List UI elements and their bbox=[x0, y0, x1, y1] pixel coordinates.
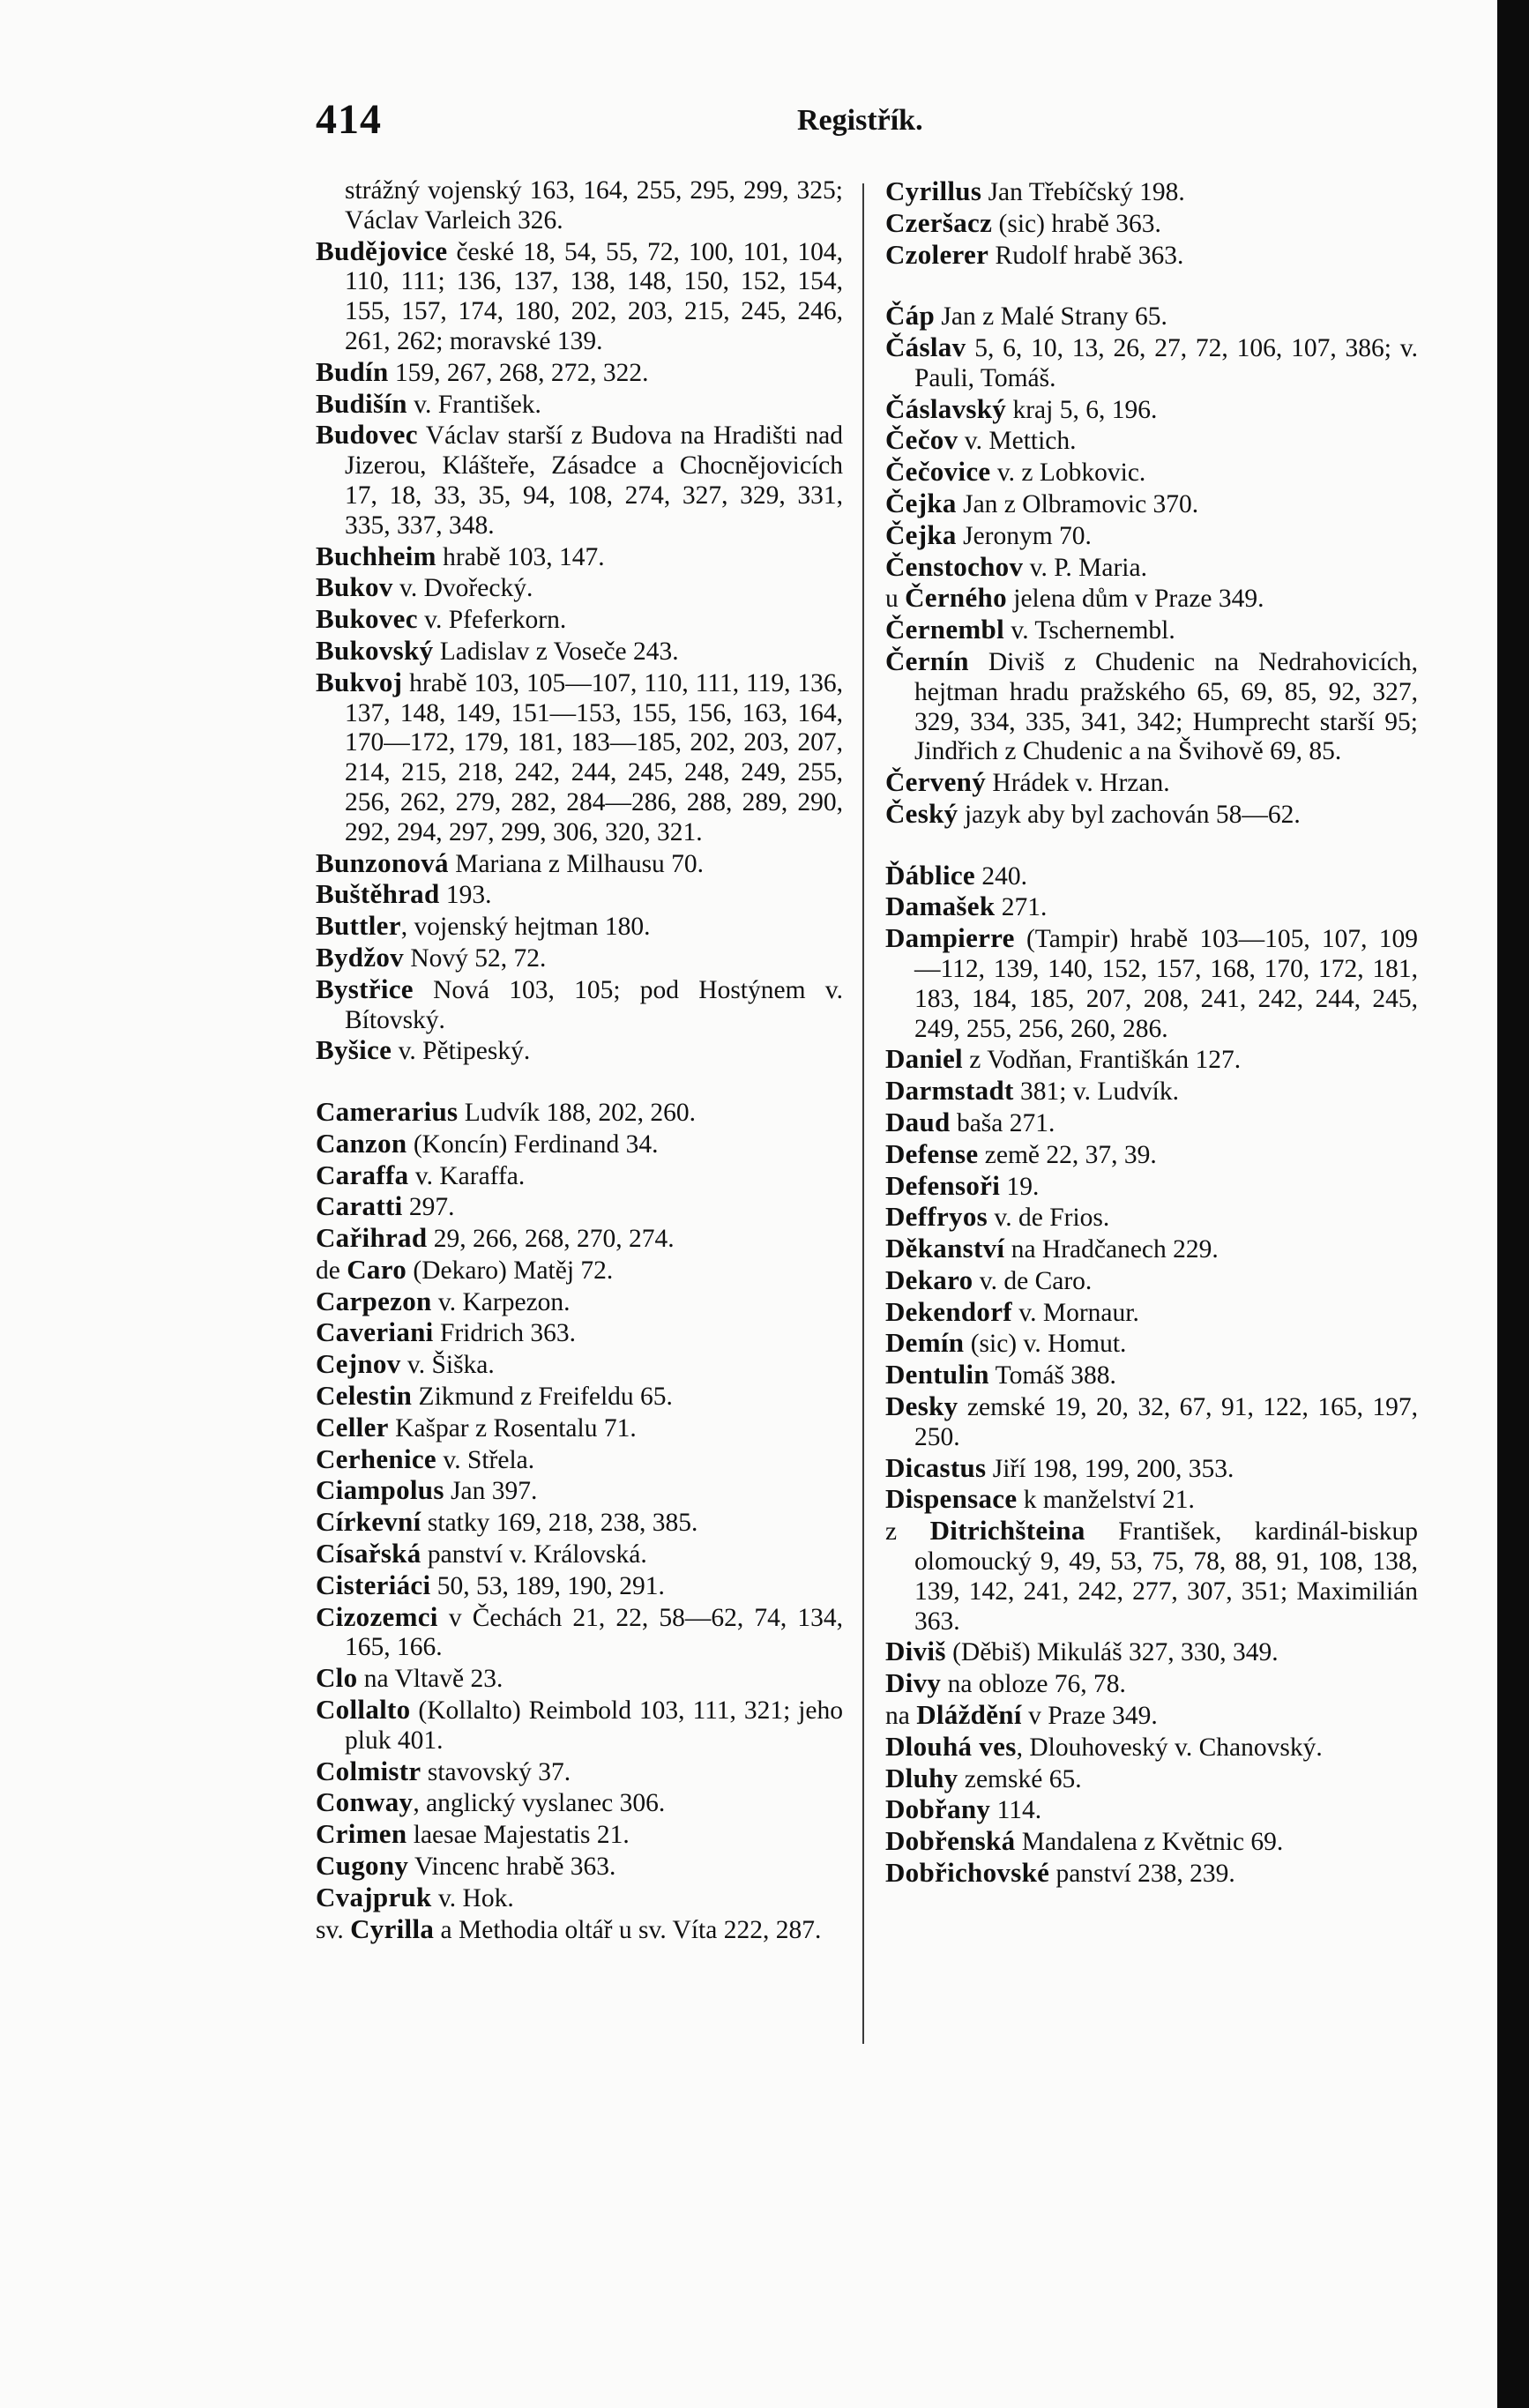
entry-headword: Ditrichšteina bbox=[929, 1515, 1085, 1547]
entry-headword: Canzon bbox=[316, 1127, 407, 1159]
index-entry bbox=[316, 1129, 843, 1160]
entry-headword: Czeršacz bbox=[885, 206, 993, 238]
entry-headword: Carpezon bbox=[316, 1285, 432, 1316]
entry-headword: Cařihrad bbox=[316, 1222, 428, 1254]
entry-headword: Bukov bbox=[316, 571, 393, 603]
entry-text: na Hradčanech 229. bbox=[1004, 1235, 1219, 1264]
index-entry bbox=[885, 923, 1418, 1044]
index-entry bbox=[885, 861, 1418, 892]
index-entry bbox=[885, 301, 1418, 332]
entry-text: Diviš z Chudenic na Nedrahovicích, hejtman hradu pražského 65, 69, 85, 92, 327, 329, 334, 335, 341, 342; Humprecht starší 95; Jindřich z Chudenic a na Švihově 69, 85. bbox=[914, 647, 1418, 766]
index-entry bbox=[885, 615, 1418, 646]
index-entry bbox=[885, 425, 1418, 457]
entry-headword: Conway bbox=[316, 1786, 414, 1818]
entry-text: v. Mettich. bbox=[958, 427, 1077, 456]
index-entry bbox=[885, 1265, 1418, 1297]
entry-headword: Čečov bbox=[885, 424, 958, 456]
index-column-left bbox=[316, 176, 843, 1945]
index-entry bbox=[316, 943, 843, 974]
entry-text: hrabě 103, 105—107, 110, 111, 119, 136, 137, 148, 149, 151—153, 155, 156, 163, 164, 170—172, 179, 181, 183—185, 202, 203, 207, 214, 215, 218, 242, 244, 245, 248, 249, 255, 256, 262, 279, 282, 284—286, 288, 289, 290, 292, 294, 297, 299, 306, 320, 321. bbox=[345, 668, 843, 846]
entry-text: (Dekaro) Matěj 72. bbox=[406, 1256, 614, 1285]
entry-headword: Buštěhrad bbox=[316, 878, 440, 910]
entry-headword: Církevní bbox=[316, 1506, 421, 1538]
entry-text: k manželství 21. bbox=[1017, 1486, 1195, 1515]
entry-headword: Dluhy bbox=[885, 1762, 958, 1793]
entry-headword: Bukvoj bbox=[316, 666, 403, 697]
entry-headword: Cerhenice bbox=[316, 1443, 436, 1474]
entry-headword: Černého bbox=[905, 582, 1007, 614]
index-entry bbox=[316, 1663, 843, 1695]
entry-text: v. de Frios. bbox=[988, 1204, 1110, 1233]
entry-headword: Dicastus bbox=[885, 1451, 987, 1483]
index-entry bbox=[885, 1297, 1418, 1329]
entry-text: baša 271. bbox=[950, 1108, 1055, 1137]
entry-text: v. Karpezon. bbox=[431, 1287, 571, 1316]
entry-headword: Diviš bbox=[885, 1636, 946, 1667]
entry-text: v. Tschernembl. bbox=[1003, 616, 1175, 645]
entry-text: Hrádek v. Hrzan. bbox=[986, 769, 1170, 798]
index-entry bbox=[316, 1160, 843, 1192]
index-entry bbox=[316, 236, 843, 357]
index-entry bbox=[316, 1191, 843, 1223]
index-entry bbox=[885, 1202, 1418, 1234]
index-entry bbox=[885, 1391, 1418, 1453]
entry-text: v. František. bbox=[406, 390, 541, 419]
entry-text: v. Dvořecký. bbox=[392, 574, 533, 603]
entry-headword: Bunzonová bbox=[316, 846, 449, 878]
index-entry bbox=[316, 604, 843, 636]
entry-headword: Budín bbox=[316, 355, 389, 387]
entry-text: z Vodňan, Františkán 127. bbox=[962, 1046, 1242, 1075]
index-entry bbox=[316, 1223, 843, 1255]
entry-headword: Bukovský bbox=[316, 634, 434, 666]
entry-text: 19. bbox=[1000, 1172, 1040, 1201]
index-entry bbox=[316, 848, 843, 880]
entry-text: v. Pětipeský. bbox=[392, 1037, 531, 1066]
index-entry bbox=[885, 176, 1418, 208]
index-entry bbox=[316, 389, 843, 421]
entry-headword: Cyrilla bbox=[350, 1912, 435, 1944]
index-entry bbox=[316, 1914, 843, 1946]
index-entry bbox=[885, 208, 1418, 240]
index-entry bbox=[316, 1475, 843, 1507]
entry-text: v. Karaffa. bbox=[408, 1161, 526, 1190]
entry-text: (sic) hrabě 363. bbox=[992, 209, 1161, 238]
entry-headword: Bydžov bbox=[316, 941, 404, 973]
entry-text: 159, 267, 268, 272, 322. bbox=[388, 358, 649, 387]
entry-text: Ludvík 188, 202, 260. bbox=[458, 1098, 696, 1127]
index-entry bbox=[316, 420, 843, 540]
entry-text: Zikmund z Freifeldu 65. bbox=[412, 1383, 673, 1412]
entry-text: v. z Lobkovic. bbox=[990, 458, 1146, 488]
entry-headword: Daud bbox=[885, 1106, 951, 1137]
entry-headword: Caro bbox=[347, 1253, 407, 1285]
entry-text: a Methodia oltář u sv. Víta 222, 287. bbox=[434, 1915, 822, 1944]
index-entry bbox=[316, 572, 843, 604]
entry-headword: Čejka bbox=[885, 518, 957, 550]
index-entry bbox=[316, 1570, 843, 1602]
entry-text: zemské 19, 20, 32, 67, 91, 122, 165, 197, 250. bbox=[914, 1393, 1418, 1451]
index-entry bbox=[885, 1107, 1418, 1139]
entry-headword: Cvajpruk bbox=[316, 1881, 432, 1912]
index-entry bbox=[316, 176, 843, 236]
entry-text: panství v. Královská. bbox=[421, 1540, 647, 1569]
index-entry bbox=[885, 1453, 1418, 1485]
entry-headword: Celestin bbox=[316, 1380, 413, 1412]
entry-headword: Děkanství bbox=[885, 1233, 1005, 1264]
index-entry bbox=[885, 488, 1418, 520]
entry-text: Mandalena z Květnic 69. bbox=[1015, 1828, 1284, 1857]
index-entry bbox=[885, 1668, 1418, 1700]
index-entry bbox=[885, 1794, 1418, 1826]
entry-text: v Praze 349. bbox=[1021, 1702, 1158, 1731]
index-entry bbox=[885, 1328, 1418, 1360]
entry-headword: Ďáblice bbox=[885, 859, 975, 891]
entry-headword: Cizozemci bbox=[316, 1600, 438, 1632]
entry-text: Jan Třebíčský 198. bbox=[981, 178, 1185, 206]
index-entry bbox=[316, 911, 843, 943]
running-title: Registřík. bbox=[797, 104, 923, 137]
entry-headword: Defense bbox=[885, 1137, 979, 1169]
entry-headword: Čáslav bbox=[885, 331, 966, 362]
entry-headword: Bystřice bbox=[316, 973, 414, 1004]
entry-headword: Dlouhá ves bbox=[885, 1730, 1017, 1762]
entry-headword: Celler bbox=[316, 1411, 389, 1443]
entry-headword: Defensoři bbox=[885, 1169, 1001, 1201]
entry-text: Tomáš 388. bbox=[988, 1361, 1116, 1390]
entry-text: v. Pfeferkorn. bbox=[417, 606, 567, 635]
entry-headword: Ciampolus bbox=[316, 1474, 444, 1506]
index-entry bbox=[885, 1636, 1418, 1668]
scan-edge bbox=[1497, 0, 1529, 2408]
index-entry bbox=[885, 1044, 1418, 1076]
entry-text: (Kollalto) Reimbold 103, 111, 321; jeho pluk 401. bbox=[345, 1696, 843, 1755]
entry-text: na obloze 76, 78. bbox=[941, 1670, 1126, 1699]
entry-text: Kašpar z Rosentalu 71. bbox=[388, 1413, 637, 1443]
entry-headword: Clo bbox=[316, 1662, 358, 1694]
entry-text: jazyk aby byl zachován 58—62. bbox=[958, 800, 1301, 829]
index-entry bbox=[885, 646, 1418, 767]
entry-text: v. Střela. bbox=[436, 1445, 535, 1474]
index-entry bbox=[885, 1139, 1418, 1171]
entry-headword: Budišín bbox=[316, 387, 407, 419]
index-entry bbox=[316, 1444, 843, 1476]
entry-text: 271. bbox=[995, 893, 1048, 922]
entry-text: 297. bbox=[402, 1193, 455, 1222]
entry-headword: Čenstochov bbox=[885, 550, 1024, 582]
index-entry bbox=[885, 1763, 1418, 1795]
index-entry bbox=[316, 541, 843, 573]
entry-headword: Collalto bbox=[316, 1694, 411, 1726]
index-entry bbox=[885, 1700, 1418, 1732]
index-entry bbox=[316, 1882, 843, 1914]
entry-headword: Buttler bbox=[316, 910, 401, 942]
entry-text: v. de Caro. bbox=[973, 1266, 1093, 1295]
entry-headword: Čáslavský bbox=[885, 392, 1007, 424]
entry-text: (Děbiš) Mikuláš 327, 330, 349. bbox=[945, 1638, 1279, 1667]
index-entry bbox=[316, 1255, 843, 1286]
entry-headword: Dobřenská bbox=[885, 1825, 1016, 1857]
entry-headword: Cugony bbox=[316, 1850, 409, 1882]
index-entry bbox=[885, 520, 1418, 552]
entry-text: laesae Majestatis 21. bbox=[406, 1821, 630, 1850]
entry-text: hrabě 103, 147. bbox=[436, 542, 605, 571]
entry-text: v. Mornaur. bbox=[1011, 1298, 1139, 1327]
entry-headword: Černembl bbox=[885, 614, 1004, 645]
entry-text: statky 169, 218, 238, 385. bbox=[421, 1509, 698, 1538]
entry-headword: Darmstadt bbox=[885, 1075, 1014, 1107]
index-entry bbox=[316, 1413, 843, 1444]
entry-text: Jeronym 70. bbox=[956, 521, 1092, 550]
index-entry bbox=[885, 552, 1418, 584]
entry-text: na Vltavě 23. bbox=[357, 1665, 503, 1694]
entry-text: v Čechách 21, 22, 58—62, 74, 134, 165, 166. bbox=[345, 1603, 843, 1662]
index-entry bbox=[316, 1602, 843, 1664]
entry-prefix: u bbox=[885, 585, 906, 614]
index-entry bbox=[885, 1516, 1418, 1636]
entry-headword: Dentulin bbox=[885, 1359, 989, 1390]
index-column-right bbox=[885, 176, 1418, 1890]
index-entry bbox=[885, 1826, 1418, 1858]
index-entry bbox=[316, 1097, 843, 1129]
entry-text: Václav starší z Budova na Hradišti nad Jizerou, Klášteře, Zásadce a Chocnějovicích 17, 18, 33, 35, 94, 108, 274, 327, 329, 331, 335, 337, 348. bbox=[345, 421, 843, 540]
index-entry bbox=[316, 667, 843, 848]
entry-headword: Daniel bbox=[885, 1043, 963, 1075]
index-entry bbox=[885, 1360, 1418, 1391]
entry-headword: Dekaro bbox=[885, 1264, 973, 1295]
index-entry bbox=[885, 1732, 1418, 1763]
index-entry bbox=[885, 891, 1418, 923]
index-entry bbox=[316, 1851, 843, 1882]
entry-headword: Čejka bbox=[885, 487, 957, 518]
entry-text: v. Hok. bbox=[431, 1883, 514, 1912]
entry-headword: Czolerer bbox=[885, 238, 989, 270]
column-divider bbox=[862, 183, 864, 2044]
entry-text: Fridrich 363. bbox=[433, 1319, 576, 1348]
index-entry bbox=[316, 1787, 843, 1819]
index-entry bbox=[316, 1381, 843, 1413]
entry-text: 193. bbox=[439, 881, 492, 910]
entry-text: 114. bbox=[990, 1796, 1042, 1825]
entry-text: 29, 266, 268, 270, 274. bbox=[427, 1225, 675, 1254]
index-entry bbox=[316, 1507, 843, 1539]
entry-text: , Dlouhoveský v. Chanovský. bbox=[1016, 1733, 1323, 1762]
entry-headword: Caraffa bbox=[316, 1159, 409, 1190]
index-entry bbox=[316, 1286, 843, 1318]
entry-text: 240. bbox=[974, 861, 1027, 891]
entry-headword: Cyrillus bbox=[885, 175, 982, 206]
entry-headword: Bukovec bbox=[316, 603, 418, 635]
index-entry bbox=[316, 1819, 843, 1851]
entry-headword: Černín bbox=[885, 645, 969, 676]
entry-headword: Crimen bbox=[316, 1818, 407, 1850]
entry-headword: Cisteriáci bbox=[316, 1569, 431, 1600]
index-entry bbox=[316, 1756, 843, 1788]
entry-text: země 22, 37, 39. bbox=[978, 1140, 1157, 1169]
entry-text: v. P. Maria. bbox=[1023, 553, 1147, 582]
entry-headword: Dispensace bbox=[885, 1483, 1018, 1515]
index-entry bbox=[316, 1539, 843, 1570]
entry-headword: Budovec bbox=[316, 419, 418, 451]
index-entry bbox=[316, 636, 843, 667]
entry-headword: Buchheim bbox=[316, 540, 436, 571]
entry-text: (Koncín) Ferdinand 34. bbox=[406, 1129, 659, 1159]
entry-text: Nová 103, 105; pod Hostýnem v. Bítovský. bbox=[345, 975, 843, 1034]
entry-text: (sic) v. Homut. bbox=[964, 1330, 1127, 1359]
entry-headword: Čáp bbox=[885, 300, 936, 332]
entry-prefix: sv. bbox=[316, 1915, 351, 1944]
entry-text: panství 238, 239. bbox=[1049, 1860, 1235, 1889]
entry-text: 5, 6, 10, 13, 26, 27, 72, 106, 107, 386; v. Pauli, Tomáš. bbox=[914, 333, 1418, 392]
entry-text: Jan 397. bbox=[444, 1477, 538, 1506]
entry-text: Nový 52, 72. bbox=[403, 943, 547, 973]
index-entry bbox=[885, 767, 1418, 799]
index-entry bbox=[885, 799, 1418, 831]
entry-headword: Dláždění bbox=[916, 1699, 1022, 1731]
entry-text: jelena dům v Praze 349. bbox=[1006, 585, 1264, 614]
entry-text: v. Šiška. bbox=[400, 1351, 495, 1380]
index-entry bbox=[885, 1858, 1418, 1890]
entry-headword: Desky bbox=[885, 1390, 958, 1422]
entry-text: strážný vojenský 163, 164, 255, 295, 299, 325; Václav Varleich 326. bbox=[345, 176, 843, 235]
entry-text: Jan z Malé Strany 65. bbox=[935, 302, 1167, 332]
index-entry bbox=[885, 332, 1418, 394]
entry-text: Rudolf hrabě 363. bbox=[988, 241, 1184, 270]
entry-text: Mariana z Milhausu 70. bbox=[448, 849, 705, 878]
entry-headword: Čečovice bbox=[885, 456, 991, 488]
entry-prefix: z bbox=[885, 1517, 930, 1547]
entry-prefix: de bbox=[316, 1256, 347, 1285]
index-entry bbox=[316, 1317, 843, 1349]
entry-headword: Divy bbox=[885, 1667, 942, 1699]
entry-text: , vojenský hejtman 180. bbox=[400, 913, 651, 942]
entry-text: Jan z Olbramovic 370. bbox=[956, 489, 1199, 518]
index-entry bbox=[316, 879, 843, 911]
entry-headword: Caratti bbox=[316, 1190, 403, 1222]
page-number: 414 bbox=[316, 96, 382, 143]
entry-text: stavovský 37. bbox=[421, 1757, 571, 1786]
entry-text: zemské 65. bbox=[958, 1764, 1082, 1793]
entry-headword: Červený bbox=[885, 766, 987, 798]
entry-headword: Cejnov bbox=[316, 1348, 401, 1380]
entry-prefix: na bbox=[885, 1702, 917, 1731]
entry-headword: Český bbox=[885, 797, 958, 829]
entry-text: kraj 5, 6, 196. bbox=[1006, 395, 1158, 424]
index-entry bbox=[885, 583, 1418, 615]
entry-text: české 18, 54, 55, 72, 100, 101, 104, 110, 111; 136, 137, 138, 148, 150, 152, 154, 155, 157, 174, 180, 202, 203, 215, 245, 246, 261, 262; moravské 139. bbox=[345, 237, 843, 355]
index-entry bbox=[885, 1484, 1418, 1516]
entry-headword: Damašek bbox=[885, 891, 996, 922]
entry-headword: Dekendorf bbox=[885, 1295, 1012, 1327]
page-header bbox=[316, 95, 1453, 157]
entry-headword: Dobřany bbox=[885, 1793, 991, 1825]
index-entry bbox=[316, 1035, 843, 1067]
entry-text: (Tampir) hrabě 103—105, 107, 109—112, 139, 140, 152, 157, 168, 170, 172, 181, 183, 184, 185, 207, 208, 241, 242, 244, 245, 249, 255, 256, 260, 286. bbox=[914, 925, 1418, 1043]
index-entry bbox=[885, 394, 1418, 426]
entry-headword: Demín bbox=[885, 1327, 965, 1359]
entry-headword: Dampierre bbox=[885, 922, 1015, 954]
entry-headword: Deffryos bbox=[885, 1201, 988, 1233]
index-entry bbox=[316, 357, 843, 389]
entry-headword: Císařská bbox=[316, 1538, 421, 1569]
entry-text: , anglický vyslanec 306. bbox=[413, 1789, 666, 1818]
index-entry bbox=[885, 1171, 1418, 1203]
entry-headword: Budějovice bbox=[316, 235, 448, 266]
entry-text: Ladislav z Voseče 243. bbox=[433, 637, 679, 666]
entry-headword: Camerarius bbox=[316, 1095, 459, 1127]
index-entry bbox=[885, 240, 1418, 272]
index-entry bbox=[885, 1234, 1418, 1265]
index-entry bbox=[885, 1076, 1418, 1107]
entry-text: Jiří 198, 199, 200, 353. bbox=[986, 1454, 1234, 1483]
entry-text: 50, 53, 189, 190, 291. bbox=[430, 1571, 665, 1600]
index-entry bbox=[885, 457, 1418, 488]
index-entry bbox=[316, 1349, 843, 1381]
index-entry bbox=[316, 1695, 843, 1756]
entry-headword: Byšice bbox=[316, 1034, 392, 1066]
entry-headword: Dobřichovské bbox=[885, 1857, 1050, 1889]
entry-headword: Colmistr bbox=[316, 1755, 421, 1786]
entry-text: Vincenc hrabě 363. bbox=[408, 1853, 616, 1882]
entry-headword: Caveriani bbox=[316, 1316, 434, 1348]
entry-text: František, kardinál-biskup olomoucký 9, 49, 53, 75, 78, 88, 91, 108, 138, 139, 142, 241, 242, 277, 307, 351; Maximilián 363. bbox=[914, 1517, 1418, 1636]
index-entry bbox=[316, 974, 843, 1036]
entry-text: 381; v. Ludvík. bbox=[1013, 1077, 1179, 1107]
